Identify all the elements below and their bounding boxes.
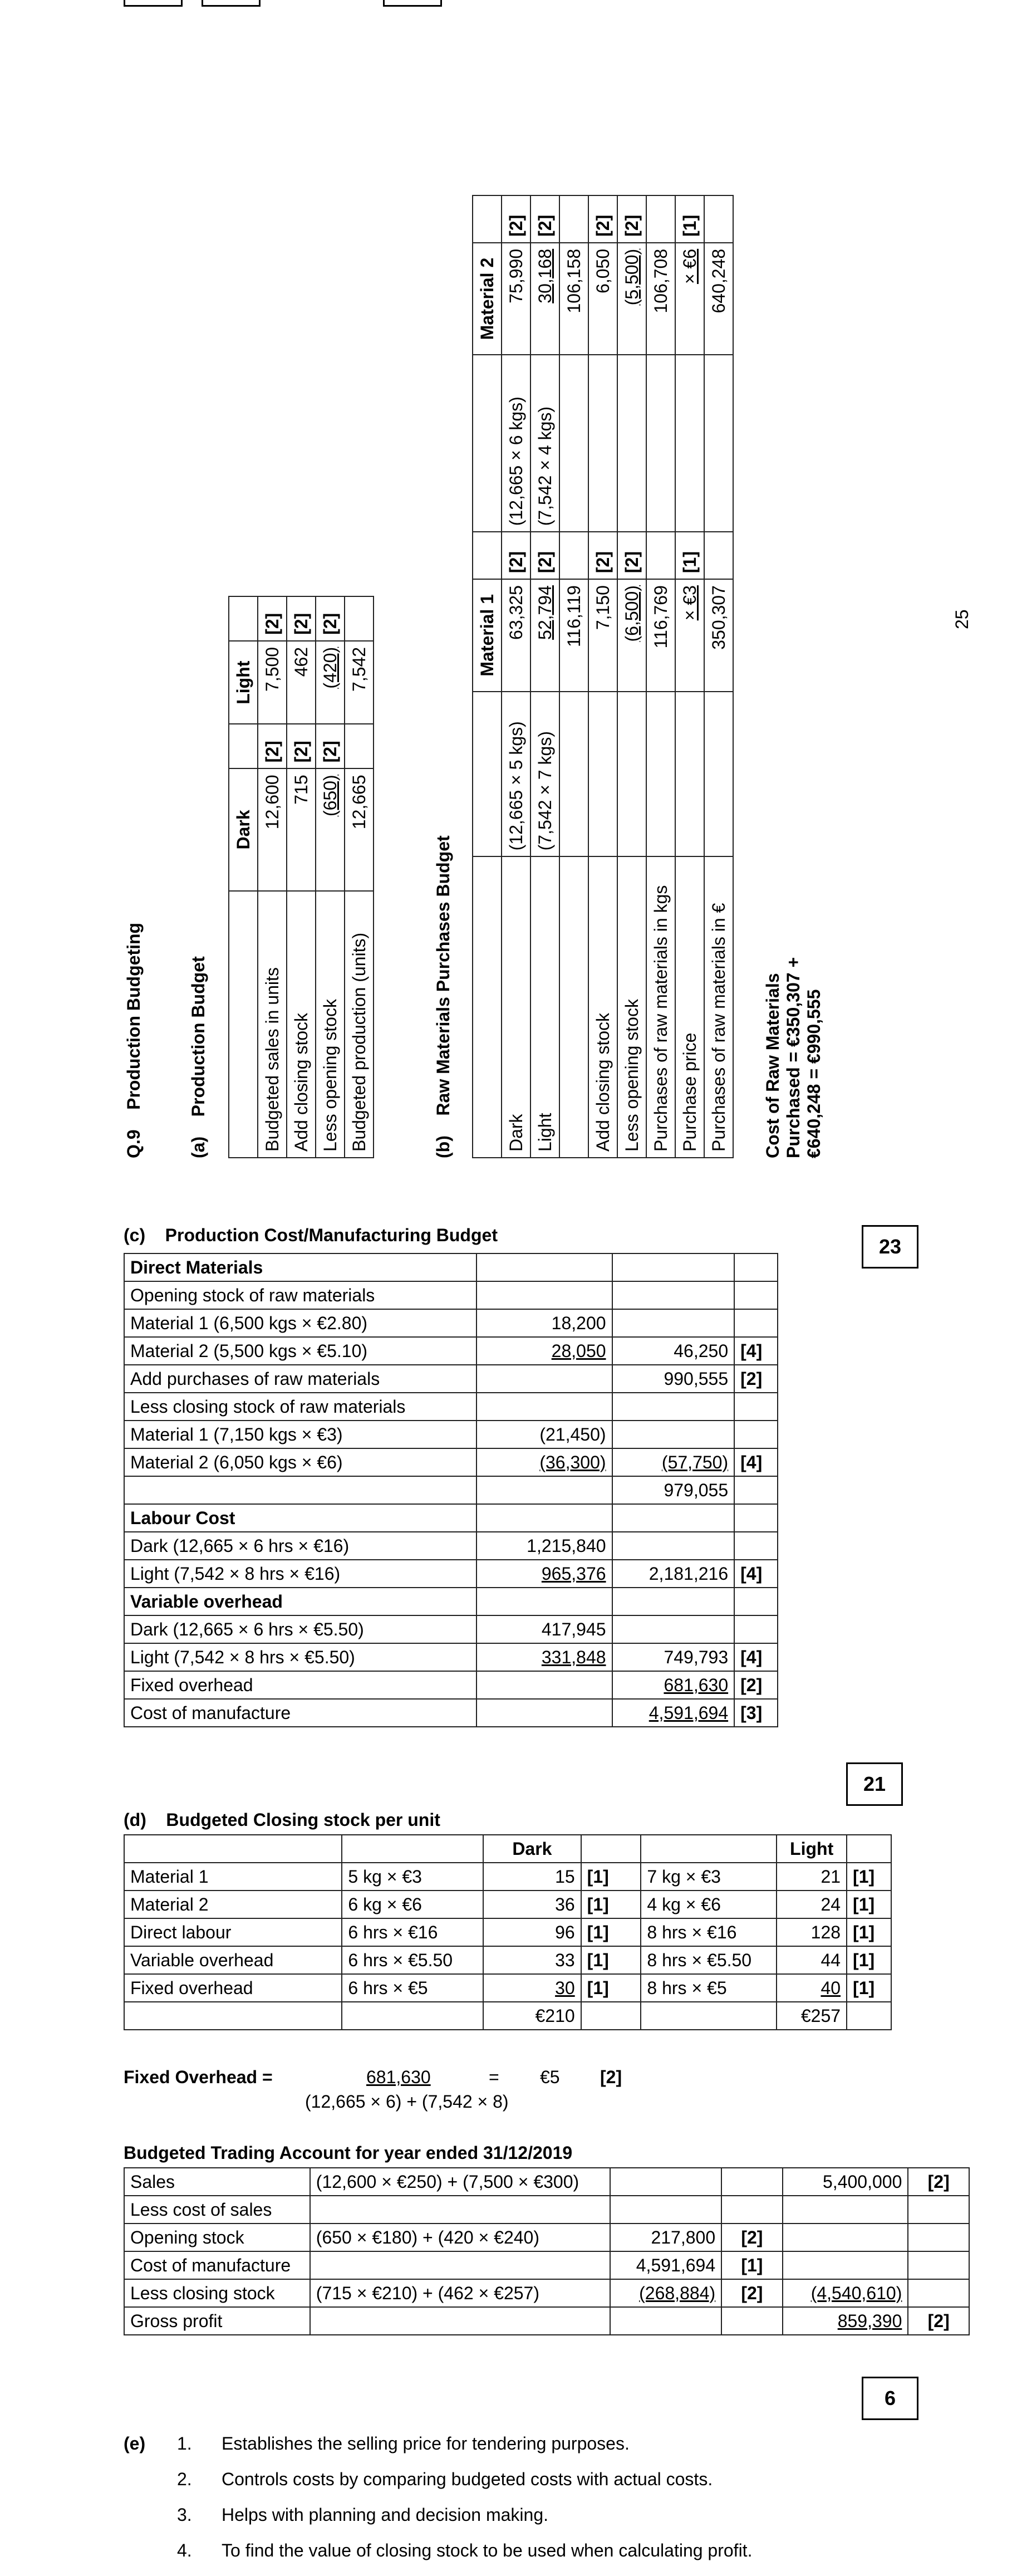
cell: Labour Cost	[124, 1504, 476, 1532]
table-row	[124, 1504, 778, 1532]
table-header-row	[124, 1835, 891, 1863]
cell	[721, 2196, 783, 2224]
cell	[612, 1253, 735, 1281]
cell	[734, 1504, 778, 1532]
cell: [1]	[581, 1891, 641, 1918]
table-row	[124, 1699, 778, 1727]
trading-account-table	[124, 2167, 970, 2335]
cell: 417,945	[476, 1615, 612, 1643]
cell: Cost of manufacture	[124, 1699, 476, 1727]
cell: 96	[483, 1918, 581, 1946]
cell: Add purchases of raw materials	[124, 1365, 476, 1393]
cell: 24	[777, 1891, 847, 1918]
cell: Material 1 (7,150 kgs × €3)	[124, 1421, 476, 1448]
cell	[476, 1671, 612, 1699]
table-row: Purchases of raw materials in kgs 116,769 106,708	[646, 195, 675, 1158]
cell	[310, 2196, 611, 2224]
production-budget-table: Dark Light Budgeted sales in units 12,600 [2] 7,500 [2] Add closing stock 715 [2] 462 [2] Less opening stock (650) [2] (420) [2] Budgeted production (units) 12,665 7,542	[228, 596, 374, 1158]
table-row	[124, 2168, 969, 2196]
cell: 8 hrs × €16	[641, 1918, 777, 1946]
cell	[612, 1615, 735, 1643]
cell: 6 hrs × €5	[342, 1974, 483, 2002]
cell	[310, 2307, 611, 2335]
cell: Variable overhead	[124, 1946, 342, 1974]
cell: [3]	[734, 1699, 778, 1727]
table-row	[124, 1532, 778, 1560]
column-header	[847, 1835, 891, 1863]
cell: [1]	[847, 1891, 891, 1918]
cell	[908, 2196, 969, 2224]
cell	[581, 2002, 641, 2030]
table-row: Less opening stock (6,500) [2] (5,500) [2]	[617, 195, 646, 1158]
fixed-overhead-denominator: (12,665 × 6) + (7,542 × 8)	[305, 2092, 509, 2112]
cell: 4 kg × €6	[641, 1891, 777, 1918]
mark-box-21: 21	[846, 1762, 903, 1806]
cell: [1]	[581, 1863, 641, 1891]
cell: 33	[483, 1946, 581, 1974]
cell	[908, 2224, 969, 2251]
cell	[310, 2251, 611, 2279]
cell	[721, 2168, 783, 2196]
cell: 4,591,694	[610, 2251, 721, 2279]
table-row: Dark (12,665 × 5 kgs) 63,325 [2] (12,665 × 6 kgs) 75,990 [2]	[502, 195, 530, 1158]
cell: 7 kg × €3	[641, 1863, 777, 1891]
mark-box-6: 6	[862, 2377, 918, 2420]
part-b-heading: (b) Raw Materials Purchases Budget	[433, 835, 453, 1158]
cell	[734, 1615, 778, 1643]
table-row: Add closing stock 715 [2] 462 [2]	[287, 596, 316, 1158]
table-row	[124, 2196, 969, 2224]
fixed-overhead-result: €5	[540, 2067, 560, 2087]
cell: Dark (12,665 × 6 hrs × €16)	[124, 1532, 476, 1560]
cell: Gross profit	[124, 2307, 310, 2335]
part-e-label: (e)	[124, 2433, 146, 2453]
cell: Material 2 (5,500 kgs × €5.10)	[124, 1337, 476, 1365]
cell: 30	[483, 1974, 581, 2002]
list-item: 1. Establishes the selling price for tendering purposes.	[177, 2433, 630, 2453]
list-item: 2. Controls costs by comparing budgeted costs with actual costs.	[177, 2469, 713, 2489]
column-header	[124, 1835, 342, 1863]
cell: 36	[483, 1891, 581, 1918]
cell	[734, 1421, 778, 1448]
cell: 4,591,694	[612, 1699, 735, 1727]
cell: 965,376	[476, 1560, 612, 1588]
cell	[734, 1588, 778, 1615]
table-row	[124, 1281, 778, 1309]
cell: 749,793	[612, 1643, 735, 1671]
cell	[124, 2002, 342, 2030]
cell: (36,300)	[476, 1448, 612, 1476]
cell: (21,450)	[476, 1421, 612, 1448]
part-e-list	[177, 2433, 752, 2576]
cell: [1]	[581, 1918, 641, 1946]
cell: Sales	[124, 2168, 310, 2196]
cell: [1]	[721, 2251, 783, 2279]
cell	[612, 1588, 735, 1615]
cell	[847, 2002, 891, 2030]
cell: [1]	[581, 1974, 641, 2002]
column-header	[581, 1835, 641, 1863]
cell	[908, 2251, 969, 2279]
cell: €210	[483, 2002, 581, 2030]
table-row	[124, 1448, 778, 1476]
manufacturing-budget-table	[124, 1253, 778, 1727]
cell	[476, 1365, 612, 1393]
cell	[476, 1588, 612, 1615]
cell	[734, 1476, 778, 1504]
cell: 681,630	[612, 1671, 735, 1699]
mark-box-18	[383, 0, 442, 7]
cell: [2]	[721, 2224, 783, 2251]
cell: 5 kg × €3	[342, 1863, 483, 1891]
raw-materials-total: Cost of Raw Materials Purchased = €350,307 + €640,248 = €990,555	[763, 957, 824, 1158]
table-row	[124, 1918, 891, 1946]
cell: Less cost of sales	[124, 2196, 310, 2224]
cell: [4]	[734, 1337, 778, 1365]
cell: 21	[777, 1863, 847, 1891]
cell: Material 1 (6,500 kgs × €2.80)	[124, 1309, 476, 1337]
cell: [2]	[908, 2168, 969, 2196]
cell: 6 hrs × €5.50	[342, 1946, 483, 1974]
table-row: Purchase price × €3 [1] × €6 [1]	[675, 195, 704, 1158]
cell	[476, 1699, 612, 1727]
part-c-heading: (c) Production Cost/Manufacturing Budget	[124, 1225, 498, 1245]
cell: [4]	[734, 1448, 778, 1476]
cell	[783, 2251, 908, 2279]
cell: Light (7,542 × 8 hrs × €5.50)	[124, 1643, 476, 1671]
cell: 5,400,000	[783, 2168, 908, 2196]
table-row	[124, 1643, 778, 1671]
cell	[641, 2002, 777, 2030]
cell: Material 2 (6,050 kgs × €6)	[124, 1448, 476, 1476]
cell	[610, 2196, 721, 2224]
cell: [1]	[847, 1863, 891, 1891]
cell: Less closing stock	[124, 2279, 310, 2307]
table-row	[124, 1337, 778, 1365]
cell	[610, 2168, 721, 2196]
cell	[612, 1393, 735, 1421]
cell: (650 × €180) + (420 × €240)	[310, 2224, 611, 2251]
table-row: 116,119 106,158	[559, 195, 588, 1158]
cell: Direct labour	[124, 1918, 342, 1946]
cell	[721, 2307, 783, 2335]
column-header	[641, 1835, 777, 1863]
cell: Light (7,542 × 8 hrs × €16)	[124, 1560, 476, 1588]
cell: 1,215,840	[476, 1532, 612, 1560]
cell: €257	[777, 2002, 847, 2030]
cell: Fixed overhead	[124, 1671, 476, 1699]
table-row	[124, 1863, 891, 1891]
cell	[612, 1421, 735, 1448]
table-row	[124, 1671, 778, 1699]
cell	[612, 1281, 735, 1309]
cell	[476, 1476, 612, 1504]
cell: (715 × €210) + (462 × €257)	[310, 2279, 611, 2307]
cell	[610, 2307, 721, 2335]
table-row	[124, 1560, 778, 1588]
table-row	[124, 1253, 778, 1281]
cell: [2]	[908, 2307, 969, 2335]
table-row	[124, 1393, 778, 1421]
table-row	[124, 1365, 778, 1393]
cell	[476, 1504, 612, 1532]
table-row	[124, 1588, 778, 1615]
cell	[734, 1309, 778, 1337]
cell: Less closing stock of raw materials	[124, 1393, 476, 1421]
cell	[734, 1253, 778, 1281]
cell: 18,200	[476, 1309, 612, 1337]
table-row	[124, 2002, 891, 2030]
fixed-overhead-mark: [2]	[600, 2067, 622, 2087]
table-row: Light (7,542 × 7 kgs) 52,794 [2] (7,542 × 4 kgs) 30,168 [2]	[530, 195, 559, 1158]
cell: 859,390	[783, 2307, 908, 2335]
column-header: Dark	[483, 1835, 581, 1863]
raw-materials-purchases-table: Material 1 Material 2 Dark (12,665 × 5 kgs) 63,325 [2] (12,665 × 6 kgs) 75,990 [2] Light (7,542 × 7 kgs) 52,794 [2] (7,542 × 4 kgs) 30,168 [2] 116,119 106,158 Add closing stock 7,150 [2] 6,050 [2] Less opening stock (6,500) [2] (5,500) [2] Purchases of raw materials in kgs 116,769 106,708 Purchase price × €3 [1] × €6 [1] Purchases of raw materials in € 350,307 640,248	[472, 195, 734, 1158]
cell: Dark (12,665 × 6 hrs × €5.50)	[124, 1615, 476, 1643]
cell: [2]	[734, 1671, 778, 1699]
table-row: Budgeted sales in units 12,600 [2] 7,500 [2]	[258, 596, 287, 1158]
cell: 217,800	[610, 2224, 721, 2251]
cell: 46,250	[612, 1337, 735, 1365]
fixed-overhead-label: Fixed Overhead =	[124, 2067, 273, 2087]
cell	[476, 1393, 612, 1421]
cell: (12,600 × €250) + (7,500 × €300)	[310, 2168, 611, 2196]
cell: Direct Materials	[124, 1253, 476, 1281]
part-d-heading: (d) Budgeted Closing stock per unit	[124, 1810, 440, 1830]
table-row	[124, 1974, 891, 2002]
cell: Opening stock	[124, 2224, 310, 2251]
mark-box-12	[202, 0, 261, 7]
table-row	[124, 1891, 891, 1918]
cell	[783, 2224, 908, 2251]
list-item: 4. To find the value of closing stock to be used when calculating profit.	[177, 2540, 753, 2560]
cell: 8 hrs × €5.50	[641, 1946, 777, 1974]
closing-stock-per-unit-table	[124, 1834, 892, 2030]
cell: [1]	[847, 1918, 891, 1946]
cell	[734, 1532, 778, 1560]
cell: Material 1	[124, 1863, 342, 1891]
table-row	[124, 1946, 891, 1974]
cell	[734, 1281, 778, 1309]
cell: 331,848	[476, 1643, 612, 1671]
cell: (57,750)	[612, 1448, 735, 1476]
table-row: Add closing stock 7,150 [2] 6,050 [2]	[588, 195, 617, 1158]
cell: 990,555	[612, 1365, 735, 1393]
cell: (4,540,610)	[783, 2279, 908, 2307]
table-row: Less opening stock (650) [2] (420) [2]	[316, 596, 345, 1158]
cell: Opening stock of raw materials	[124, 1281, 476, 1309]
cell	[476, 1281, 612, 1309]
cell	[734, 1393, 778, 1421]
table-row	[124, 2307, 969, 2335]
mark-box-23: 23	[862, 1225, 918, 1269]
cell	[612, 1532, 735, 1560]
table-row	[124, 2279, 969, 2307]
cell: 6 kg × €6	[342, 1891, 483, 1918]
table-row	[124, 1476, 778, 1504]
cell: 44	[777, 1946, 847, 1974]
fixed-overhead-equals: =	[489, 2067, 499, 2087]
cell: [2]	[734, 1365, 778, 1393]
cell: [4]	[734, 1643, 778, 1671]
cell: 15	[483, 1863, 581, 1891]
table-row: Purchases of raw materials in € 350,307 640,248	[704, 195, 733, 1158]
cell: 6 hrs × €16	[342, 1918, 483, 1946]
cell: 8 hrs × €5	[641, 1974, 777, 2002]
table-row	[124, 1615, 778, 1643]
cell: 40	[777, 1974, 847, 2002]
cell: [2]	[721, 2279, 783, 2307]
cell: [1]	[847, 1974, 891, 2002]
cell: [4]	[734, 1560, 778, 1588]
table-row	[124, 2251, 969, 2279]
table-row	[124, 1309, 778, 1337]
part-a-heading: (a) Production Budget	[188, 956, 208, 1158]
cell	[783, 2196, 908, 2224]
cell: Material 2	[124, 1891, 342, 1918]
fixed-overhead-numerator: 681,630	[366, 2067, 431, 2087]
table-row: Budgeted production (units) 12,665 7,542	[345, 596, 374, 1158]
cell	[476, 1253, 612, 1281]
table-row	[124, 2224, 969, 2251]
cell: 2,181,216	[612, 1560, 735, 1588]
column-header	[342, 1835, 483, 1863]
cell: (268,884)	[610, 2279, 721, 2307]
cell	[612, 1504, 735, 1532]
trading-account-heading: Budgeted Trading Account for year ended 31/12/2019	[124, 2143, 573, 2163]
question-heading: Q.9 Production Budgeting	[124, 922, 144, 1158]
cell: Fixed overhead	[124, 1974, 342, 2002]
cell: Variable overhead	[124, 1588, 476, 1615]
mark-box-80	[124, 0, 183, 7]
cell: 28,050	[476, 1337, 612, 1365]
list-item: 3. Helps with planning and decision making.	[177, 2505, 549, 2525]
cell: Cost of manufacture	[124, 2251, 310, 2279]
cell: [1]	[581, 1946, 641, 1974]
page-number: 25	[952, 609, 972, 629]
cell: 128	[777, 1918, 847, 1946]
cell	[342, 2002, 483, 2030]
column-header: Light	[777, 1835, 847, 1863]
cell	[612, 1309, 735, 1337]
cell: [1]	[847, 1946, 891, 1974]
cell: 979,055	[612, 1476, 735, 1504]
table-row	[124, 1421, 778, 1448]
cell	[124, 1476, 476, 1504]
cell	[908, 2279, 969, 2307]
